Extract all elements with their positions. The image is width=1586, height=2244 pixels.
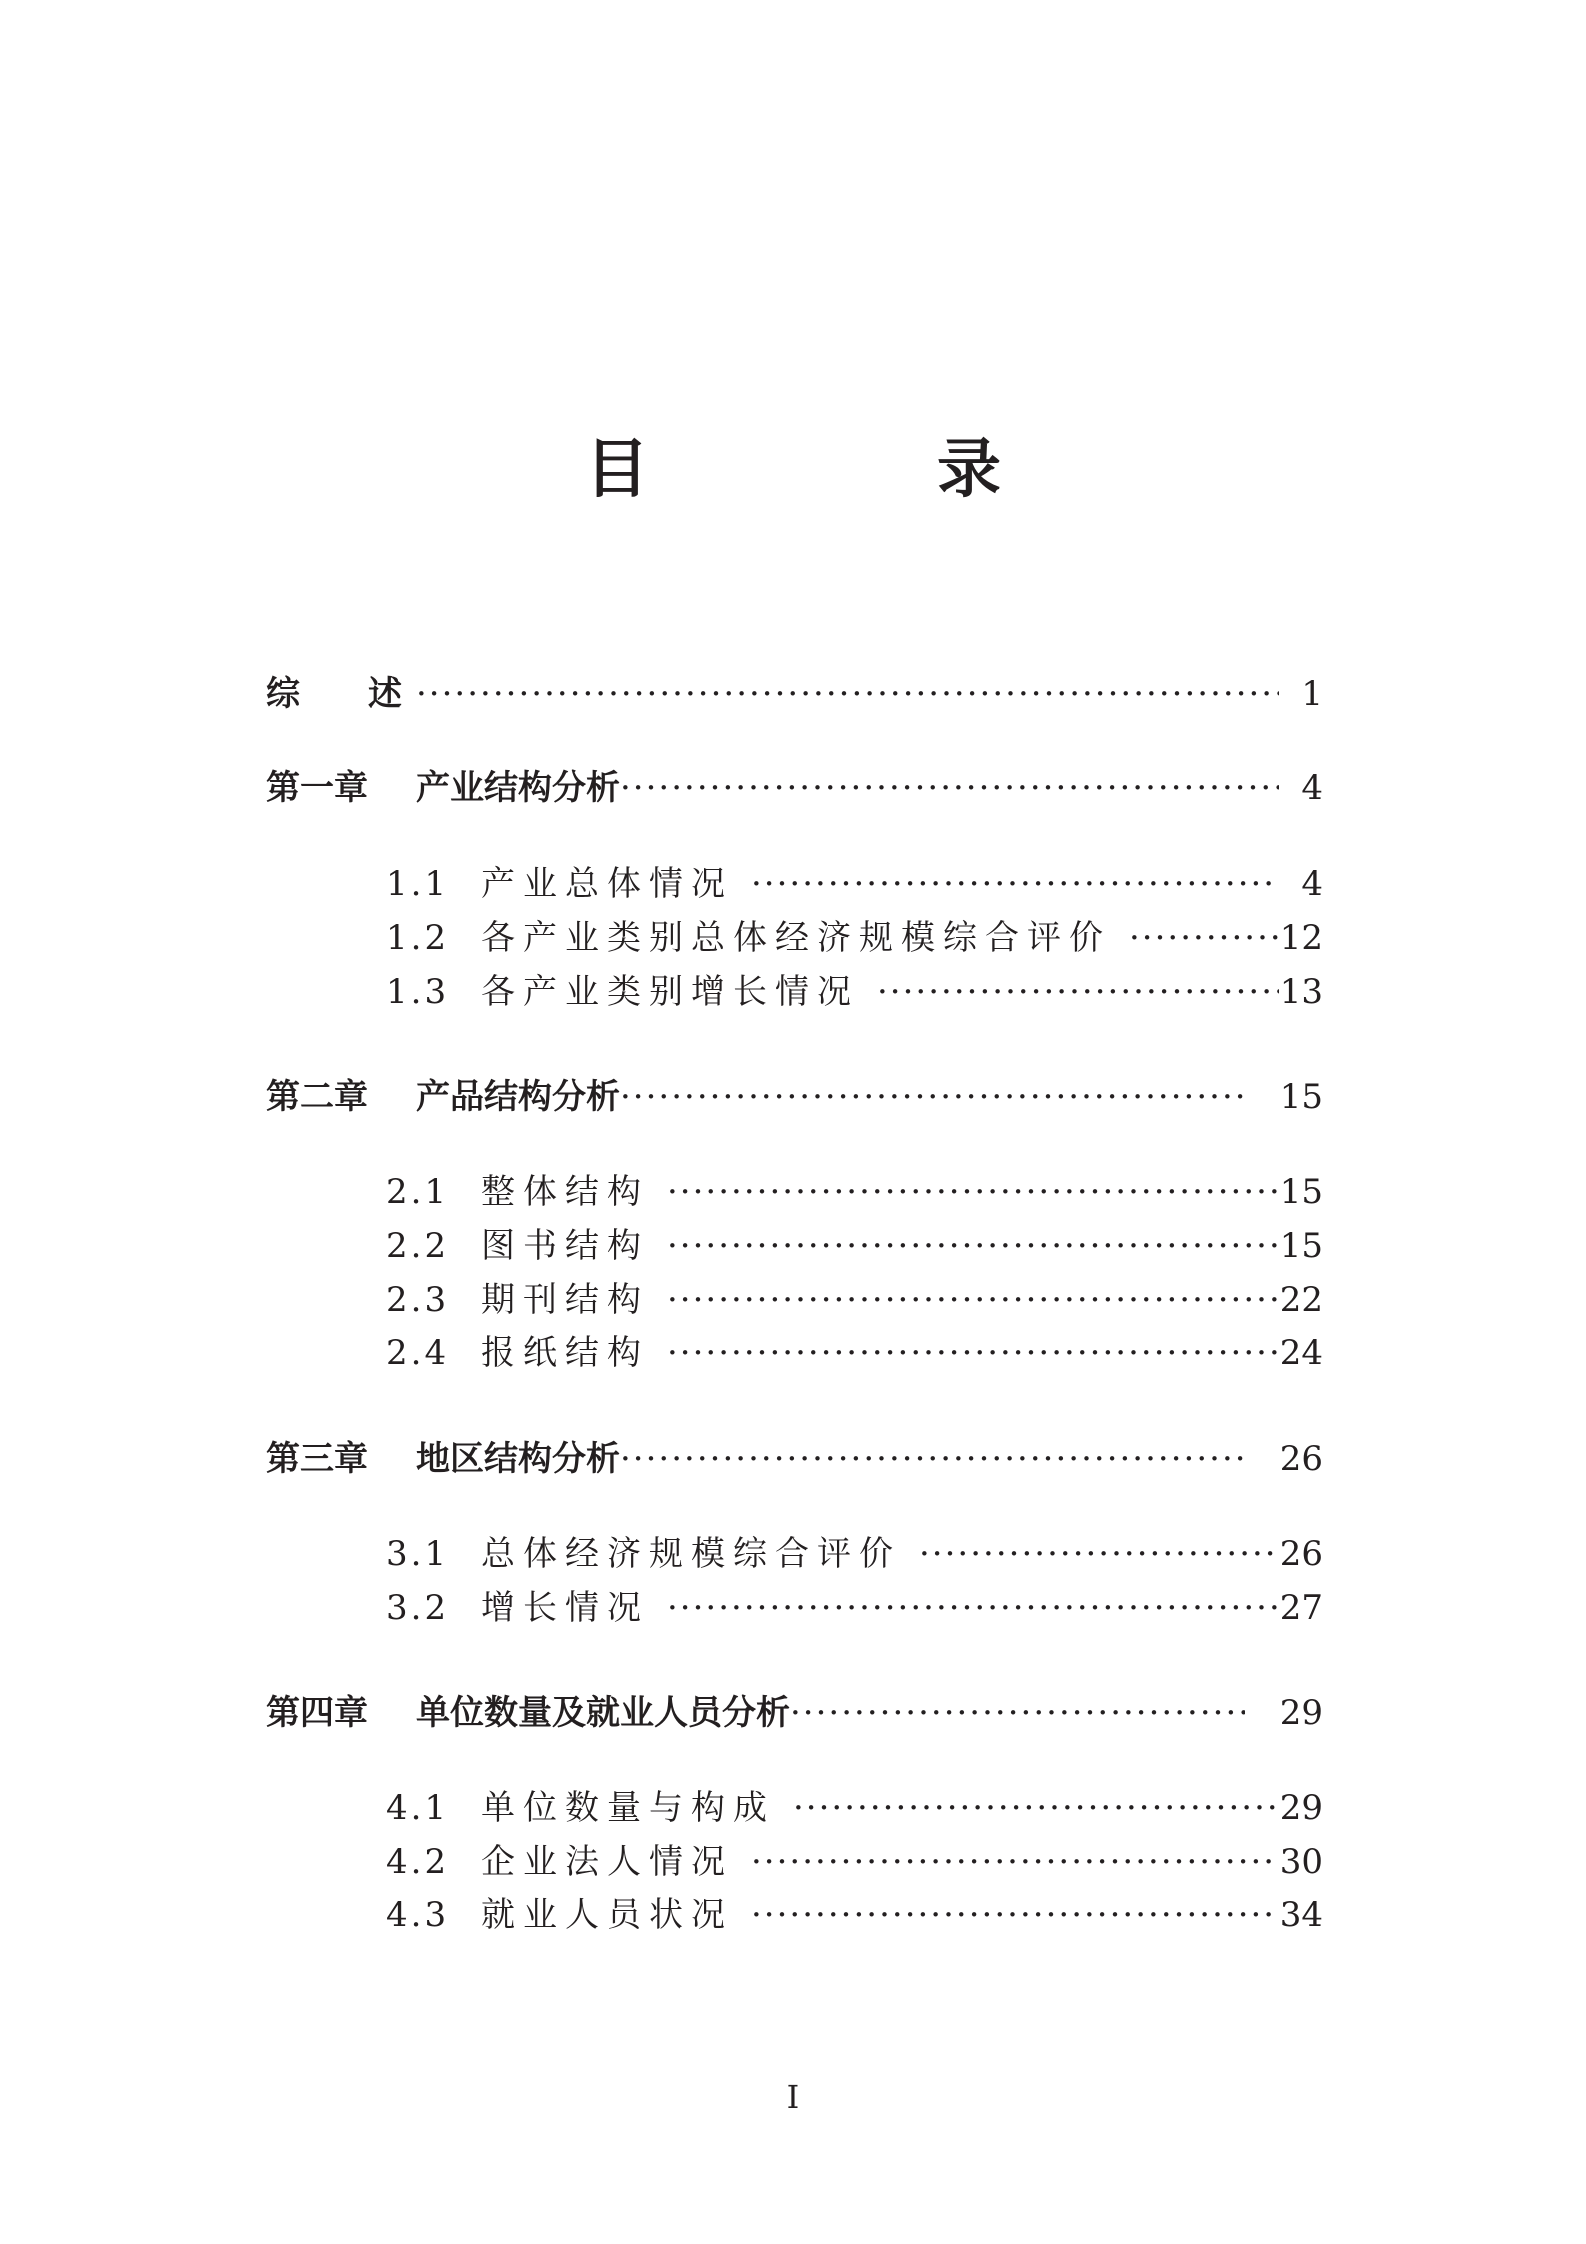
dot-leader xyxy=(667,1329,1279,1377)
dot-leader xyxy=(667,1584,1279,1632)
dot-leader xyxy=(620,1435,1245,1483)
dot-leader xyxy=(751,1838,1279,1886)
toc-entry-label: 综 述 xyxy=(266,674,402,714)
toc-page-number: 30 xyxy=(1279,1842,1323,1882)
chapter-number: 第四章 xyxy=(266,1693,368,1733)
dot-leader xyxy=(667,1222,1279,1270)
section-number: 4.3 xyxy=(386,1895,450,1935)
dot-leader xyxy=(877,968,1279,1016)
section-number: 2.1 xyxy=(386,1172,450,1212)
toc-chapter-4[interactable] xyxy=(266,1689,1323,1737)
toc-section-2-3[interactable] xyxy=(266,1276,1323,1324)
section-number: 2.3 xyxy=(386,1280,450,1320)
toc-page-number: 27 xyxy=(1279,1588,1323,1628)
toc-page-number: 4 xyxy=(1301,864,1323,904)
toc-section-1-1[interactable] xyxy=(266,860,1323,908)
section-number: 2.4 xyxy=(386,1333,450,1373)
toc-page-number: 15 xyxy=(1279,1172,1323,1212)
toc-page-number: 12 xyxy=(1279,918,1323,958)
section-title: 报纸结构 xyxy=(481,1333,649,1373)
section-title: 期刊结构 xyxy=(481,1280,649,1320)
toc-section-2-2[interactable] xyxy=(266,1222,1323,1270)
toc-page-number: 13 xyxy=(1279,972,1323,1012)
toc-section-2-1[interactable] xyxy=(266,1168,1323,1216)
toc-chapter-1[interactable] xyxy=(266,764,1323,812)
dot-leader xyxy=(751,1891,1279,1939)
dot-leader xyxy=(667,1276,1279,1324)
toc-section-3-1[interactable] xyxy=(266,1530,1323,1578)
section-title: 企业法人情况 xyxy=(481,1842,733,1882)
section-number: 1.3 xyxy=(386,972,450,1012)
dot-leader xyxy=(416,670,1279,718)
section-title: 整体结构 xyxy=(481,1172,649,1212)
chapter-number: 第二章 xyxy=(266,1077,368,1117)
chapter-title: 产品结构分析 xyxy=(416,1077,620,1117)
section-number: 3.1 xyxy=(386,1534,450,1574)
chapter-title: 单位数量及就业人员分析 xyxy=(416,1693,790,1733)
section-title: 各产业类别增长情况 xyxy=(481,972,859,1012)
dot-leader xyxy=(790,1689,1245,1737)
toc-page-number: 4 xyxy=(1301,768,1323,808)
toc-section-4-3[interactable] xyxy=(266,1891,1323,1939)
toc-section-4-2[interactable] xyxy=(266,1838,1323,1886)
toc-section-1-3[interactable] xyxy=(266,968,1323,1016)
section-number: 4.2 xyxy=(386,1842,450,1882)
toc-section-2-4[interactable] xyxy=(266,1329,1323,1377)
page-folio: I xyxy=(786,2078,800,2116)
toc-entry-overview[interactable] xyxy=(266,670,1323,718)
section-title: 图书结构 xyxy=(481,1226,649,1266)
dot-leader xyxy=(919,1530,1279,1578)
section-title: 增长情况 xyxy=(481,1588,649,1628)
toc-section-4-1[interactable] xyxy=(266,1784,1323,1832)
page-title: 目 录 xyxy=(585,432,1113,507)
toc-page-number: 29 xyxy=(1279,1693,1323,1733)
toc-page-number: 22 xyxy=(1279,1280,1323,1320)
section-title: 总体经济规模综合评价 xyxy=(481,1534,901,1574)
section-title: 产业总体情况 xyxy=(481,864,733,904)
chapter-title: 地区结构分析 xyxy=(416,1439,620,1479)
dot-leader xyxy=(751,860,1279,908)
toc-chapter-3[interactable] xyxy=(266,1435,1323,1483)
toc-page-number: 1 xyxy=(1301,674,1323,714)
section-title: 就业人员状况 xyxy=(481,1895,733,1935)
dot-leader xyxy=(620,1073,1245,1121)
section-number: 2.2 xyxy=(386,1226,450,1266)
chapter-number: 第一章 xyxy=(266,768,368,808)
section-number: 4.1 xyxy=(386,1788,450,1828)
dot-leader xyxy=(793,1784,1279,1832)
section-title: 各产业类别总体经济规模综合评价 xyxy=(481,918,1111,958)
section-number: 1.2 xyxy=(386,918,450,958)
toc-page-number: 26 xyxy=(1279,1439,1323,1479)
toc-page-number: 26 xyxy=(1279,1534,1323,1574)
toc-chapter-2[interactable] xyxy=(266,1073,1323,1121)
toc-section-1-2[interactable] xyxy=(266,914,1323,962)
dot-leader xyxy=(667,1168,1279,1216)
chapter-title: 产业结构分析 xyxy=(416,768,620,808)
toc-page-number: 29 xyxy=(1279,1788,1323,1828)
toc-page-number: 15 xyxy=(1279,1226,1323,1266)
section-number: 3.2 xyxy=(386,1588,450,1628)
toc-page-number: 24 xyxy=(1279,1333,1323,1373)
dot-leader xyxy=(1129,914,1279,962)
section-number: 1.1 xyxy=(386,864,450,904)
toc-section-3-2[interactable] xyxy=(266,1584,1323,1632)
toc-page-number: 34 xyxy=(1279,1895,1323,1935)
toc-page-number: 15 xyxy=(1279,1077,1323,1117)
chapter-number: 第三章 xyxy=(266,1439,368,1479)
dot-leader xyxy=(620,764,1279,812)
section-title: 单位数量与构成 xyxy=(481,1788,775,1828)
